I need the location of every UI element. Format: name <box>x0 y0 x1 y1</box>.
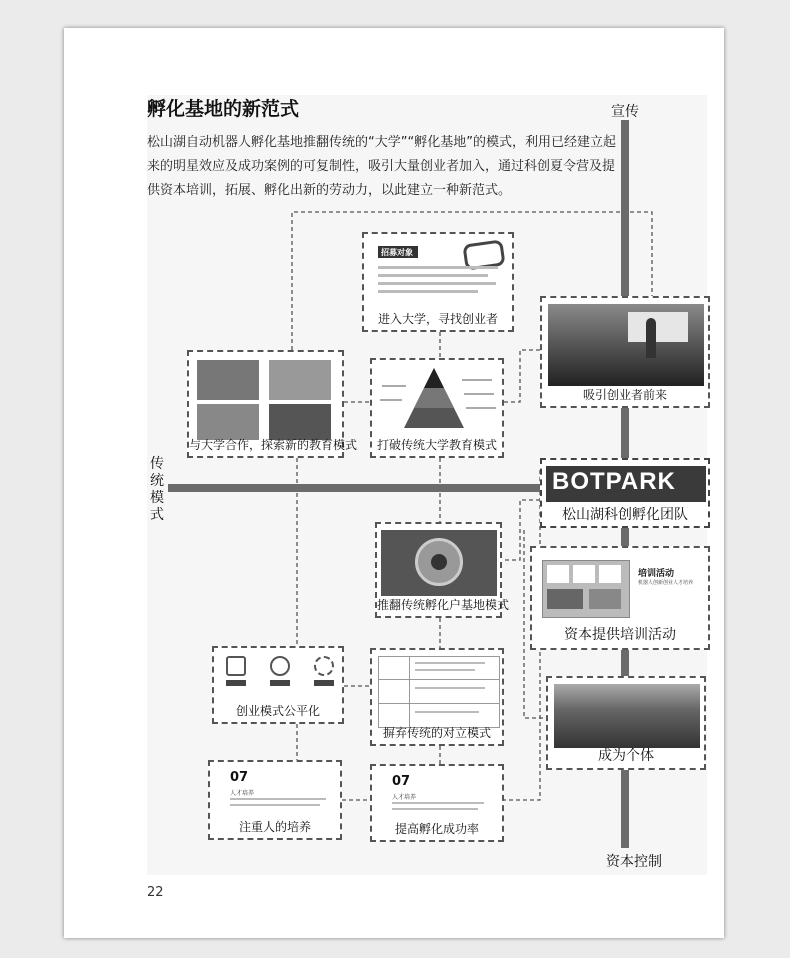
talent-caption: 注重人的培养 <box>238 820 311 834</box>
training-heading: 培训活动 <box>638 569 675 579</box>
card-recruit <box>362 232 514 332</box>
overturn-caption: 推翻传统孵化户基地模式 <box>377 598 510 612</box>
success-number: 07 <box>392 774 411 789</box>
gear-icon <box>314 656 334 676</box>
card-training <box>530 546 710 650</box>
page-number: 22 <box>147 885 164 900</box>
overturn-graphic <box>381 530 497 596</box>
recruit-header: 招募对象 <box>381 248 413 257</box>
cooperate-photo-3 <box>197 404 259 440</box>
card-cooperate <box>187 350 358 458</box>
abandon-table <box>378 656 500 728</box>
card-abandon <box>370 648 504 746</box>
network-icon <box>270 656 290 676</box>
success-label: 人才培养 <box>392 794 417 801</box>
chip-icon <box>226 656 246 676</box>
axis-left-label: 传统模式 <box>150 456 164 523</box>
axis-bottom-label: 资本控制 <box>606 854 662 870</box>
page-title: 孵化基地的新范式 <box>147 98 300 120</box>
success-caption: 提高孵化成功率 <box>394 822 479 836</box>
training-sub: 机器人创新创业人才培养 <box>638 580 694 586</box>
card-success <box>370 764 504 842</box>
equalize-caption: 创业模式公平化 <box>235 704 320 718</box>
axis-top-label: 宣传 <box>611 104 639 120</box>
talent-number: 07 <box>230 770 249 785</box>
lecture-photo <box>548 304 704 386</box>
botpark-caption: 松山湖科创孵化团队 <box>562 507 688 523</box>
breakthrough-caption: 打破传统大学教育模式 <box>376 438 497 452</box>
intro-paragraph: 松山湖自动机器人孵化基地推翻传统的“大学”“孵化基地”的模式，利用已经建立起来的明星效应及成功案例的可复制性，吸引大量创业者加入，通过科创夏令营及提供资本培训，拓展、孵化出新的劳动力，以此建立一种新范式。 <box>147 135 616 198</box>
cooperate-photo-2 <box>269 360 331 400</box>
training-graphic <box>542 560 630 618</box>
training-caption: 资本提供培训活动 <box>564 627 676 643</box>
talent-label: 人才培养 <box>230 790 255 797</box>
card-individual <box>546 676 706 770</box>
card-equalize <box>212 646 344 724</box>
crowd-photo <box>554 684 700 748</box>
card-talent <box>208 760 342 840</box>
card-attract <box>540 296 710 408</box>
card-botpark <box>540 458 710 528</box>
recruit-caption: 进入大学，寻找创业者 <box>377 312 498 326</box>
cooperate-caption: 与大学合作，探索新的教育模式 <box>189 438 358 452</box>
individual-caption: 成为个体 <box>598 748 654 764</box>
card-overturn <box>375 522 510 618</box>
card-breakthrough <box>370 358 504 458</box>
attract-caption: 吸引创业者前来 <box>582 388 667 402</box>
botpark-logo: BOTPARK <box>552 468 676 495</box>
cooperate-photo-1 <box>197 360 259 400</box>
abandon-caption: 摒弃传统的对立模式 <box>382 726 491 740</box>
cooperate-photo-4 <box>269 404 331 440</box>
